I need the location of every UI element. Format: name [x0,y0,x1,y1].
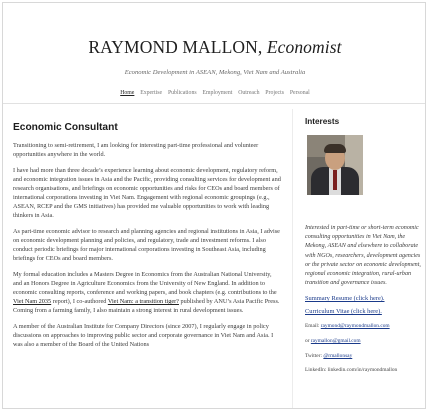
twitter-line: Twitter: @rmallonsay [305,353,353,360]
email-link[interactable]: raymond@raymondmallon.com [320,323,390,330]
profile-photo [307,135,363,195]
nav-outreach[interactable]: Outreach [238,90,260,96]
main-nav [3,90,426,96]
transition-tiger-link[interactable]: Viet Nam: a transition tiger? [107,298,179,306]
viet-nam-2035-link[interactable]: Viet Nam 2035 [13,298,52,306]
alt-email-line: or raymallon@gmail.com [305,338,361,345]
intro-paragraph: Transitioning to semi-retirement, I am looking for interesting part-time professional and volunteer opportunities anywhere in the world. [13,142,259,159]
main-content [13,122,281,356]
linkedin-line[interactable]: LinkedIn: linkedin.com/in/raymondmallon [305,367,398,374]
column-divider [292,109,293,409]
email-line: Email: raymond@raymondmallon.com [305,323,390,330]
site-title[interactable] [3,37,426,58]
advisory-paragraph: As part-time economic advisor to research and planning agencies and regional institutions in Asia, I advise on economic development planning and policies, and regulatory, trade and investment reforms. I also conduct periodic briefings for major international corporations investing in Southeast Asia, including briefings for CEOs and board members. [13,227,280,263]
alt-email-link[interactable]: raymallon@gmail.com [310,338,361,345]
nav-publications[interactable]: Publications [167,90,197,96]
sidebar-title: Interests [305,117,340,126]
curriculum-vitae-link[interactable]: Curriculum Vitae (click here). [305,308,382,316]
site-tagline: Economic Development in ASEAN, Mekong, Viet Nam and Australia [124,69,306,76]
education-paragraph: My formal education includes a Masters Degree in Economics from the Australian National University, and an Honors Degree in Agriculture Economics from the University of New England. In addition to economic consulting reports, conference and working papers, and book chapters (e.g. contributions to the Viet Nam 2035 report), I co-authored Viet Nam: a transition tiger? published by ANU’s Asia Pacific Press. Coming from a farming family, I also maintain a strong interest in rural development issues. [13,270,280,315]
twitter-link[interactable]: @rmallonsay [323,353,353,360]
page-title: Economic Consultant [13,122,118,133]
nav-expertise[interactable]: Expertise [140,90,163,96]
site-owner-role: Economist [266,37,342,57]
nav-home[interactable]: Home [120,90,135,96]
nav-projects[interactable]: Projects [265,90,284,96]
nav-personal[interactable]: Personal [289,90,310,96]
page-frame [2,2,426,409]
interests-blurb: Interested in part-time or short-term economic consulting opportunities in Viet Nam, the Mekong, ASEAN and elsewhere to collaborate with NGOs, researchers, development agencies or the private sector on economic development, regional economic integration, rural-urban transition and governance issues. [305,225,421,287]
membership-paragraph: A member of the Australian Institute for Company Directors (since 2007), I regularly engage in policy discussions on approaches to improving public sector and corporate governance in Viet Nam and Asia. I was also a member of the Board of the United Nations [13,322,274,349]
nav-employment[interactable]: Employment [202,90,233,96]
nav-divider [3,103,426,104]
summary-resume-link[interactable]: Summary Resume (click here). [305,295,385,303]
site-owner-name: RAYMOND MALLON, [88,37,267,57]
experience-paragraph: I have had more than three decade’s experience learning about economic development, regulatory reform, and economic integration issues in Asia and the Pacific, providing consulting services for development and research organisations, and briefings on economic opportunities and risks for CEOs and board members of international corporations investing in Viet Nam. Engagement with regional economic groupings (e.g., ASEAN, RCEP and the GMS initiatives) has provided me valuable opportunities to work with leading thinkers in Asia. [13,166,281,220]
sidebar [305,117,423,373]
